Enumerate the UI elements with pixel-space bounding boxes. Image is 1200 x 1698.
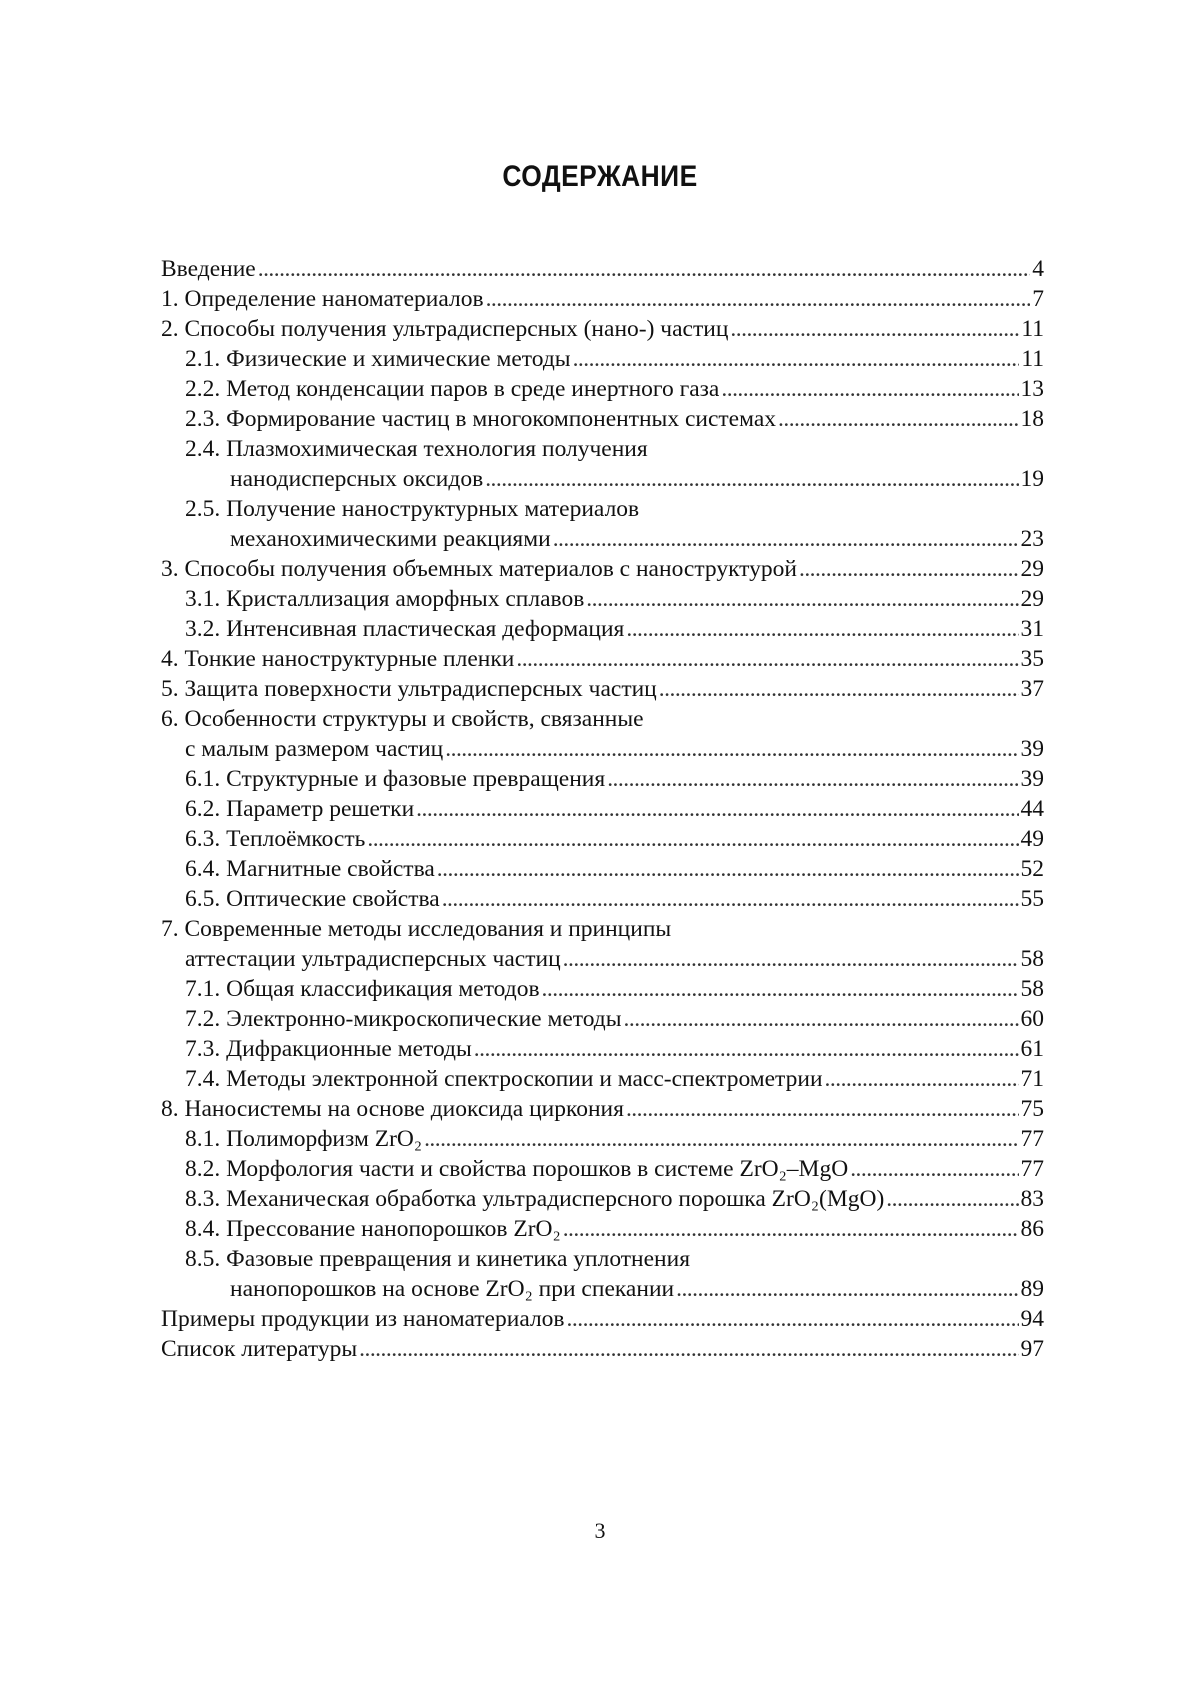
dot-leader bbox=[624, 1004, 1019, 1034]
toc-entry-label: Список литературы bbox=[161, 1336, 358, 1362]
toc-entry-label: 6.5. Оптические свойства bbox=[185, 886, 440, 912]
dot-leader bbox=[626, 1094, 1019, 1124]
toc-entry-label: 2. Способы получения ультрадисперсных (нано-) частиц bbox=[161, 316, 729, 342]
page-title: СОДЕРЖАНИЕ bbox=[502, 160, 698, 193]
dot-leader bbox=[778, 404, 1019, 434]
toc-entry[interactable] bbox=[161, 974, 1044, 1004]
toc-entry[interactable] bbox=[161, 494, 1044, 524]
toc-entry[interactable] bbox=[161, 254, 1044, 284]
toc-page-number: 19 bbox=[1020, 466, 1044, 492]
dot-leader bbox=[563, 944, 1019, 974]
toc-entry-label: механохимическими реакциями bbox=[230, 526, 551, 552]
dot-leader bbox=[563, 1214, 1019, 1244]
toc-entry[interactable] bbox=[161, 704, 1044, 734]
toc-row bbox=[161, 494, 1044, 524]
toc-page-number: 75 bbox=[1020, 1096, 1044, 1122]
toc-entry-label: 7.1. Общая классификация методов bbox=[185, 976, 540, 1002]
dot-leader bbox=[730, 314, 1019, 344]
toc-entry[interactable] bbox=[161, 1184, 1044, 1214]
toc-entry[interactable] bbox=[161, 1094, 1044, 1124]
dot-leader bbox=[553, 524, 1019, 554]
toc-row bbox=[161, 1064, 1044, 1094]
toc-page-number: 23 bbox=[1020, 526, 1044, 552]
toc-page-number: 77 bbox=[1020, 1126, 1044, 1152]
dot-leader bbox=[437, 854, 1019, 884]
toc-row bbox=[161, 614, 1044, 644]
dot-leader bbox=[445, 734, 1018, 764]
toc-page-number: 83 bbox=[1020, 1186, 1044, 1212]
toc-entry-label: Примеры продукции из наноматериалов bbox=[161, 1306, 565, 1332]
toc-entry-label: Введение bbox=[161, 256, 256, 282]
toc-entry[interactable] bbox=[161, 1154, 1044, 1184]
toc-page-number: 49 bbox=[1020, 826, 1044, 852]
toc-row bbox=[161, 1244, 1044, 1274]
table-of-contents bbox=[161, 254, 1044, 1364]
toc-page-number: 58 bbox=[1020, 946, 1044, 972]
toc-page-number: 29 bbox=[1020, 556, 1044, 582]
toc-entry-label: 8.3. Механическая обработка ультрадисперсного порошка ZrO₂(MgO) bbox=[185, 1186, 885, 1212]
dot-leader bbox=[659, 674, 1019, 704]
toc-entry[interactable] bbox=[161, 1334, 1044, 1364]
toc-page-number: 55 bbox=[1020, 886, 1044, 912]
toc-row bbox=[161, 1214, 1044, 1244]
toc-row bbox=[161, 704, 1044, 734]
toc-row bbox=[161, 314, 1044, 344]
toc-row bbox=[161, 254, 1044, 284]
toc-entry-label: 6.4. Магнитные свойства bbox=[185, 856, 435, 882]
toc-entry[interactable] bbox=[161, 464, 1044, 494]
toc-page-number: 58 bbox=[1020, 976, 1044, 1002]
dot-leader bbox=[485, 464, 1018, 494]
toc-entry[interactable] bbox=[161, 584, 1044, 614]
toc-entry-label: 3.2. Интенсивная пластическая деформация bbox=[185, 616, 625, 642]
toc-page-number: 77 bbox=[1020, 1156, 1044, 1182]
toc-entry[interactable] bbox=[161, 434, 1044, 464]
toc-entry-label: 2.1. Физические и химические методы bbox=[185, 346, 571, 372]
toc-page-number: 71 bbox=[1020, 1066, 1044, 1092]
toc-row bbox=[161, 854, 1044, 884]
toc-entry[interactable] bbox=[161, 404, 1044, 434]
toc-entry-label: 7.3. Дифракционные методы bbox=[185, 1036, 472, 1062]
dot-leader bbox=[676, 1274, 1018, 1304]
toc-page-number: 39 bbox=[1020, 766, 1044, 792]
toc-row bbox=[161, 734, 1044, 764]
toc-entry[interactable] bbox=[161, 1274, 1044, 1304]
toc-entry[interactable] bbox=[161, 824, 1044, 854]
toc-page-number: 7 bbox=[1032, 286, 1044, 312]
toc-entry-label: 6.3. Теплоёмкость bbox=[185, 826, 366, 852]
toc-entry-label: 5. Защита поверхности ультрадисперсных частиц bbox=[161, 676, 657, 702]
toc-row bbox=[161, 284, 1044, 314]
toc-row bbox=[161, 644, 1044, 674]
toc-entry[interactable] bbox=[161, 314, 1044, 344]
toc-entry-label: 4. Тонкие наноструктурные пленки bbox=[161, 646, 515, 672]
toc-row bbox=[161, 1334, 1044, 1364]
toc-row bbox=[161, 374, 1044, 404]
toc-row bbox=[161, 1004, 1044, 1034]
toc-entry-label: 3. Способы получения объемных материалов с наноструктурой bbox=[161, 556, 797, 582]
toc-page-number: 37 bbox=[1020, 676, 1044, 702]
toc-page-number: 52 bbox=[1020, 856, 1044, 882]
toc-entry-label: 2.4. Плазмохимическая технология получения bbox=[185, 436, 648, 462]
toc-entry[interactable] bbox=[161, 1064, 1044, 1094]
dot-leader bbox=[367, 824, 1018, 854]
toc-entry[interactable] bbox=[161, 1004, 1044, 1034]
dot-leader bbox=[424, 1124, 1018, 1154]
toc-row bbox=[161, 344, 1044, 374]
toc-entry[interactable] bbox=[161, 374, 1044, 404]
dot-leader bbox=[542, 974, 1019, 1004]
toc-page-number: 4 bbox=[1032, 256, 1044, 282]
toc-entry-label: 7.4. Методы электронной спектроскопии и масс-спектрометрии bbox=[185, 1066, 823, 1092]
toc-entry[interactable] bbox=[161, 1304, 1044, 1334]
toc-page-number: 11 bbox=[1021, 316, 1044, 342]
toc-entry-label: нанодисперсных оксидов bbox=[230, 466, 484, 492]
toc-entry[interactable] bbox=[161, 284, 1044, 314]
toc-entry-label: 7.2. Электронно-микроскопические методы bbox=[185, 1006, 622, 1032]
dot-leader bbox=[486, 284, 1031, 314]
toc-entry-label: 6. Особенности структуры и свойств, связанные bbox=[161, 706, 644, 732]
toc-row bbox=[161, 674, 1044, 704]
toc-entry-label: 2.3. Формирование частиц в многокомпонентных системах bbox=[185, 406, 776, 432]
toc-row bbox=[161, 1274, 1044, 1304]
toc-entry[interactable] bbox=[161, 554, 1044, 584]
dot-leader bbox=[567, 1304, 1019, 1334]
toc-entry-label: 8.1. Полиморфизм ZrO₂ bbox=[185, 1126, 423, 1152]
dot-leader bbox=[886, 1184, 1018, 1214]
toc-row bbox=[161, 1094, 1044, 1124]
toc-row bbox=[161, 1034, 1044, 1064]
toc-page-number: 89 bbox=[1020, 1276, 1044, 1302]
toc-entry-label: 7. Современные методы исследования и принципы bbox=[161, 916, 672, 942]
toc-entry[interactable] bbox=[161, 794, 1044, 824]
dot-leader bbox=[416, 794, 1018, 824]
toc-row bbox=[161, 464, 1044, 494]
toc-entry-label: 6.2. Параметр решетки bbox=[185, 796, 415, 822]
toc-row bbox=[161, 584, 1044, 614]
toc-entry[interactable] bbox=[161, 1034, 1044, 1064]
toc-row bbox=[161, 404, 1044, 434]
toc-entry[interactable] bbox=[161, 1244, 1044, 1274]
toc-page-number: 61 bbox=[1020, 1036, 1044, 1062]
toc-entry[interactable] bbox=[161, 764, 1044, 794]
toc-row bbox=[161, 1304, 1044, 1334]
toc-entry[interactable] bbox=[161, 914, 1044, 944]
toc-row bbox=[161, 824, 1044, 854]
toc-entry-label: аттестации ультрадисперсных частиц bbox=[185, 946, 561, 972]
toc-entry[interactable] bbox=[161, 644, 1044, 674]
toc-page-number: 86 bbox=[1020, 1216, 1044, 1242]
toc-entry[interactable] bbox=[161, 614, 1044, 644]
toc-row bbox=[161, 944, 1044, 974]
toc-entry[interactable] bbox=[161, 674, 1044, 704]
toc-entry-label: с малым размером частиц bbox=[185, 736, 444, 762]
toc-row bbox=[161, 434, 1044, 464]
dot-leader bbox=[474, 1034, 1019, 1064]
dot-leader bbox=[799, 554, 1019, 584]
page-number: 3 bbox=[594, 1518, 606, 1543]
toc-row bbox=[161, 524, 1044, 554]
toc-entry[interactable] bbox=[161, 1214, 1044, 1244]
toc-entry-label: 8.2. Морфология части и свойства порошков в системе ZrO₂–MgO bbox=[185, 1156, 849, 1182]
toc-entry[interactable] bbox=[161, 344, 1044, 374]
dot-leader bbox=[825, 1064, 1019, 1094]
dot-leader bbox=[442, 884, 1019, 914]
toc-page-number: 39 bbox=[1020, 736, 1044, 762]
toc-entry-label: 8. Наносистемы на основе диоксида циркония bbox=[161, 1096, 624, 1122]
toc-entry[interactable] bbox=[161, 884, 1044, 914]
toc-row bbox=[161, 794, 1044, 824]
toc-entry-label: 1. Определение наноматериалов bbox=[161, 286, 484, 312]
toc-page-number: 35 bbox=[1020, 646, 1044, 672]
dot-leader bbox=[626, 614, 1018, 644]
dot-leader bbox=[359, 1334, 1018, 1364]
toc-page-number: 60 bbox=[1020, 1006, 1044, 1032]
dot-leader bbox=[258, 254, 1031, 284]
toc-entry-label: 6.1. Структурные и фазовые превращения bbox=[185, 766, 606, 792]
toc-page-number: 18 bbox=[1020, 406, 1044, 432]
dot-leader bbox=[573, 344, 1020, 374]
toc-entry[interactable] bbox=[161, 854, 1044, 884]
toc-entry[interactable] bbox=[161, 944, 1044, 974]
toc-entry-label: 3.1. Кристаллизация аморфных сплавов bbox=[185, 586, 585, 612]
toc-row bbox=[161, 974, 1044, 1004]
toc-entry[interactable] bbox=[161, 1124, 1044, 1154]
toc-page-number: 13 bbox=[1020, 376, 1044, 402]
toc-entry-label: 2.2. Метод конденсации паров в среде инертного газа bbox=[185, 376, 720, 402]
toc-page-number: 44 bbox=[1020, 796, 1044, 822]
toc-row bbox=[161, 1154, 1044, 1184]
toc-page-number: 11 bbox=[1021, 346, 1044, 372]
toc-row bbox=[161, 1184, 1044, 1214]
toc-entry-label: 8.4. Прессование нанопорошков ZrO₂ bbox=[185, 1216, 561, 1242]
toc-row bbox=[161, 554, 1044, 584]
toc-page-number: 97 bbox=[1020, 1336, 1044, 1362]
toc-row bbox=[161, 884, 1044, 914]
toc-page-number: 31 bbox=[1020, 616, 1044, 642]
toc-row bbox=[161, 764, 1044, 794]
toc-row bbox=[161, 914, 1044, 944]
dot-leader bbox=[721, 374, 1018, 404]
dot-leader bbox=[850, 1154, 1018, 1184]
toc-page-number: 94 bbox=[1020, 1306, 1044, 1332]
toc-entry[interactable] bbox=[161, 524, 1044, 554]
dot-leader bbox=[607, 764, 1018, 794]
toc-row bbox=[161, 1124, 1044, 1154]
toc-page-number: 29 bbox=[1020, 586, 1044, 612]
toc-entry[interactable] bbox=[161, 734, 1044, 764]
toc-entry-label: 8.5. Фазовые превращения и кинетика уплотнения bbox=[185, 1246, 690, 1272]
dot-leader bbox=[516, 644, 1018, 674]
dot-leader bbox=[586, 584, 1018, 614]
toc-entry-label: 2.5. Получение наноструктурных материалов bbox=[185, 496, 640, 522]
toc-entry-label: нанопорошков на основе ZrO₂ при спекании bbox=[230, 1276, 675, 1302]
